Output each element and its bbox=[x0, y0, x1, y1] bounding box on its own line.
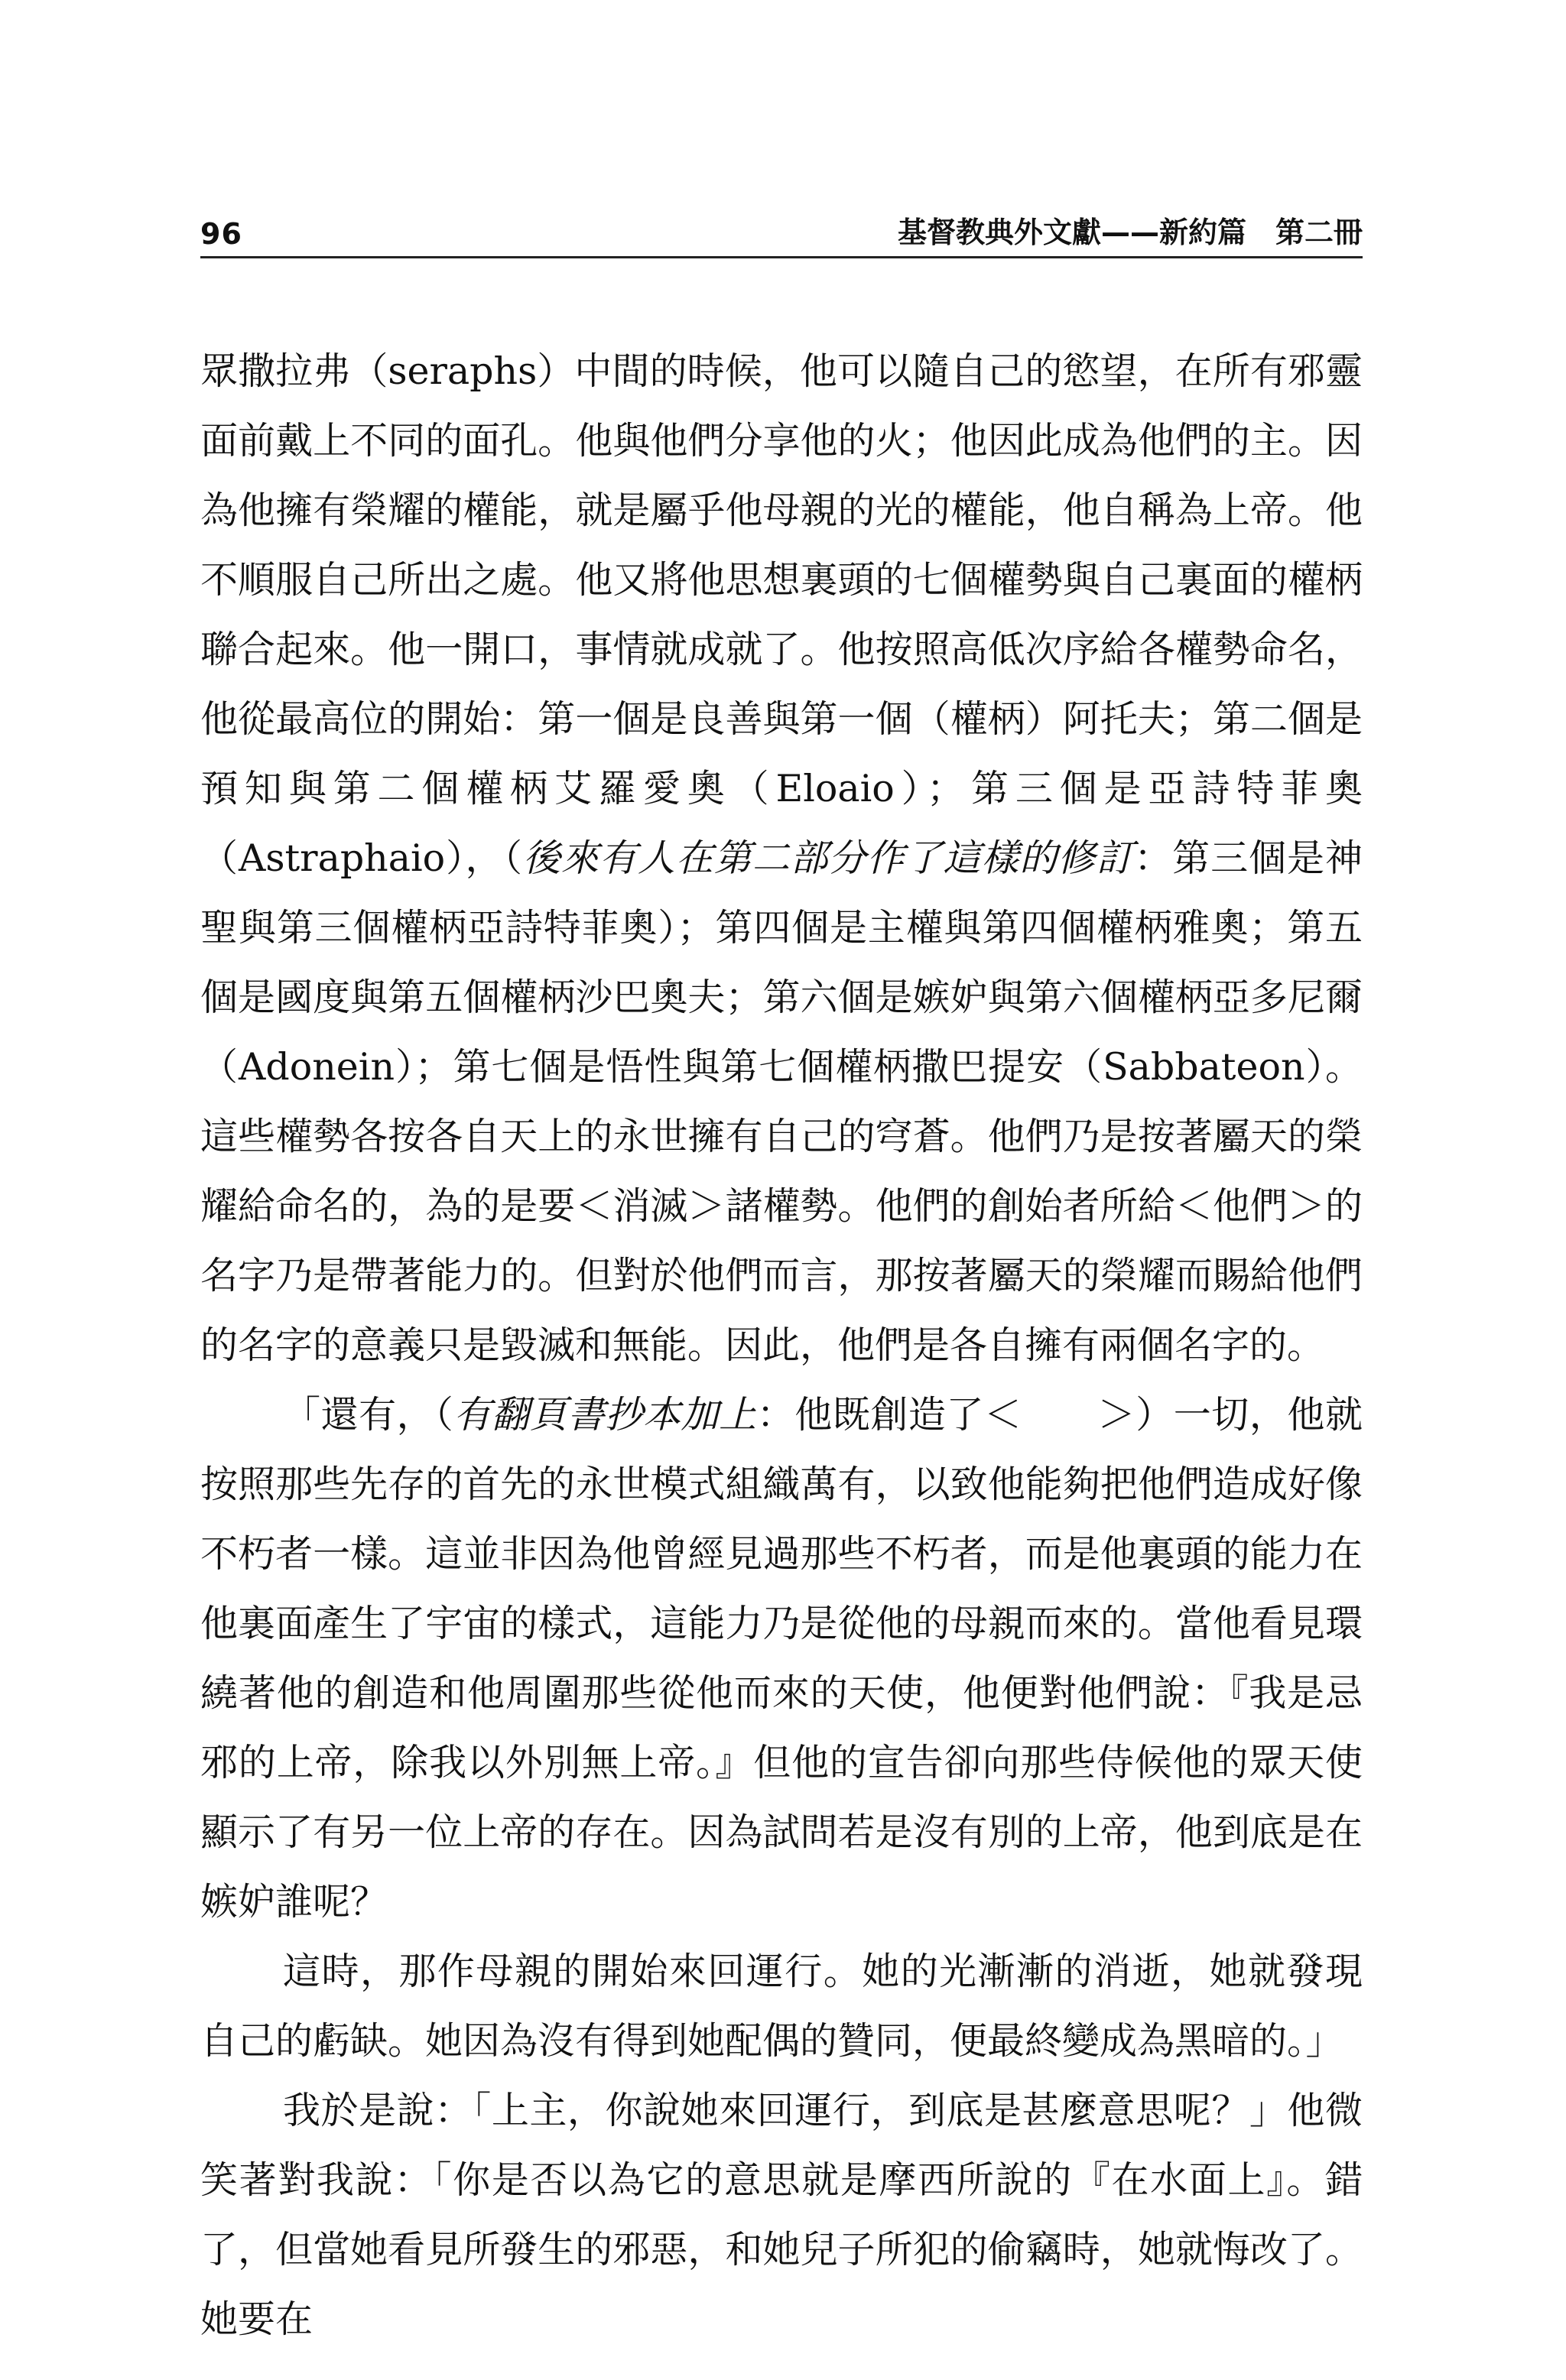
paragraph-2-text-b: ：他既創造了＜ ＞）一切，他就按照那些先存的首先的永世模式組織萬有，以致他能夠把他們造成好像不朽者一樣。這並非因為他曾經見過那些不朽者，而是他裏頭的能力在他裏面產生了宇宙的樣式，這能力乃是從他的母親而來的。當他看見環繞著他的創造和他周圍那些從他而來的天使，他便對他們說：『我是忌邪的上帝，除我以外別無上帝。』但他的宣告卻向那些侍候他的眾天使顯示了有另一位上帝的存在。因為試問若是沒有別的上帝，他到底是在嫉妒誰呢？ bbox=[200, 1393, 1363, 1924]
paragraph-3-text: 這時，那作母親的開始來回運行。她的光漸漸的消逝，她就發現自己的虧缺。她因為沒有得到她配偶的贊同，便最終變成為黑暗的。」 bbox=[200, 1950, 1363, 2063]
header-rule bbox=[200, 256, 1363, 258]
paragraph-2 bbox=[200, 1380, 1363, 1937]
paragraph-4-text: 我於是說：「上主，你說她來回運行，到底是甚麼意思呢？」他微笑著對我說：「你是否以為它的意思就是摩西所說的『在水面上』。錯了，但當她看見所發生的邪惡，和她兒子所犯的偷竊時，她就悔改了。她要在 bbox=[200, 2089, 1363, 2341]
page-number: 96 bbox=[200, 217, 242, 251]
body-text bbox=[200, 336, 1363, 2354]
page-header bbox=[200, 206, 1363, 258]
running-head: 基督教典外文獻——新約篇 第二冊 bbox=[897, 216, 1363, 249]
paragraph-4 bbox=[200, 2076, 1363, 2354]
paragraph-2-italic-note: 有翻頁書抄本加上 bbox=[453, 1393, 757, 1437]
paragraph-2-text-a: 「還有，（ bbox=[283, 1393, 454, 1437]
paragraph-1-text-b: ：第三個是神聖與第三個權柄亞詩特菲奧）；第四個是主權與第四個權柄雅奧；第五個是國度與第五個權柄沙巴奧夫；第六個是嫉妒與第六個權柄亞多尼爾（Adonein）；第七個是悟性與第七個權柄撒巴提安（Sabbateon）。這些權勢各按各自天上的永世擁有自己的穹蒼。他們乃是按著屬天的榮耀給命名的，為的是要＜消滅＞諸權勢。他們的創始者所給＜他們＞的名字乃是帶著能力的。但對於他們而言，那按著屬天的榮耀而賜給他們的名字的意義只是毀滅和無能。因此，他們是各自擁有兩個名字的。 bbox=[200, 836, 1363, 1367]
paragraph-1-italic-note: 後來有人在第二部分作了這樣的修訂 bbox=[522, 836, 1135, 880]
paragraph-1-text-a: 眾撒拉弗（seraphs）中間的時候，他可以隨自己的慾望，在所有邪靈面前戴上不同的面孔。他與他們分享他的火；他因此成為他們的主。因為他擁有榮耀的權能，就是屬乎他母親的光的權能，他自稱為上帝。他不順服自己所出之處。他又將他思想裏頭的七個權勢與自己裏面的權柄聯合起來。他一開口，事情就成就了。他按照高低次序給各權勢命名，他從最高位的開始：第一個是良善與第一個（權柄）阿托夫；第二個是預知與第二個權柄艾羅愛奧（Eloaio）；第三個是亞詩特菲奧（Astraphaio），（ bbox=[200, 349, 1363, 880]
paragraph-1 bbox=[200, 336, 1363, 1380]
paragraph-3 bbox=[200, 1937, 1363, 2076]
